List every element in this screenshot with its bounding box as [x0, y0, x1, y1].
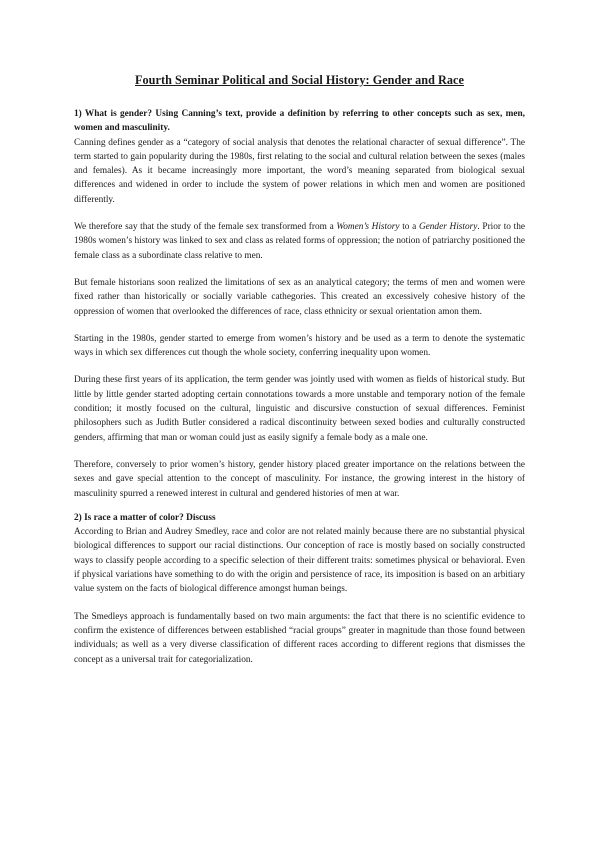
paragraph: According to Brian and Audrey Smedley, race and color are not related mainly because there are no substantial physical biological differences to support our racial distinctions. Our conception of race is mostly based on socially constructed ways to classify people according to a specific selection of their different traits: sometimes physical or behavioral. Even if physical variations have something to do with the origin and persistence of race, its imposition is based on an arbitiary value system on the facts of biological difference amongst human beings. — [74, 527, 525, 595]
section-heading: 2) Is race a matter of color? Discuss — [74, 512, 216, 523]
emphasis-term: Women’s History — [336, 222, 400, 233]
paragraph: Therefore, conversely to prior women’s history, gender history placed greater importance on the relations between the sexes and gave special attention to the concept of masculinity. For instance, the growing interest in the history of masculinity spurred a renewed interest in cultural and gendered histories of men at war. — [74, 459, 525, 499]
section-heading: 1) What is gender? Using Canning’s text, provide a definition by referring to other concepts such as sex, men, women and masculinity. — [74, 109, 525, 134]
emphasis-term: Gender History — [418, 222, 478, 233]
paragraph-text: We therefore say that the study of the female sex transformed from a — [74, 222, 337, 233]
paragraph: Starting in the 1980s, gender started to emerge from women’s history and be used as a term to denote the systematic ways in which sex differences cut though the whole society, conferring inequality upon women. — [74, 333, 525, 359]
paragraph: Canning defines gender as a “category of social analysis that denotes the relational character of sexual difference”. The term started to gain popularity during the 1980s, first relating to the social and cultural relation between the sexes (males and females). As it became increasingly more important, the word’s meaning separated from biological sexual differences and widened in order to include the system of power relations in which men and women are positioned differently. — [74, 137, 525, 205]
paragraph: During these first years of its application, the term gender was jointly used with women as fields of historical study. But little by little gender started adopting certain connotations towards a more unstable and temporary notion of the female condition; it mostly focused on the cultural, linguistic and discursive constuction of sexual differences. Feminist philosophers such as Judith Butler considered a radical discontinuity between sexed bodies and culturally constructed genders, affirming that man or woman could just as easily signify a female body as a male one. — [74, 375, 525, 443]
paragraph-text: to a — [399, 222, 419, 233]
paragraph — [74, 220, 525, 263]
section-race — [74, 511, 525, 667]
paragraph: The Smedleys approach is fundamentally based on two main arguments: the fact that there is no scientific evidence to confirm the existence of differences between established “racial groups” greater in magnitude than those found between individuals; as well as a very diverse classification of different races according to different regions that dismisses the concept as a universal trait for categorialization. — [74, 611, 525, 665]
paragraph-text: . Prior to the 1980s women’s history was linked to sex and class as related forms of oppression; the notion of patriarchy positioned the female class as a subordinate class relative to men. — [74, 222, 525, 261]
paragraph: But female historians soon realized the limitations of sex as an analytical category; the terms of men and women were fixed rather than historically or socially variable cathegories. This created an excessively cohesive history of the oppression of women that overlooked the differences of race, class ethnicity or sexual orientation amon them. — [74, 277, 525, 317]
section-gender — [74, 107, 525, 501]
document-page — [74, 72, 525, 680]
document-title: Fourth Seminar Political and Social History: Gender and Race — [135, 73, 464, 87]
